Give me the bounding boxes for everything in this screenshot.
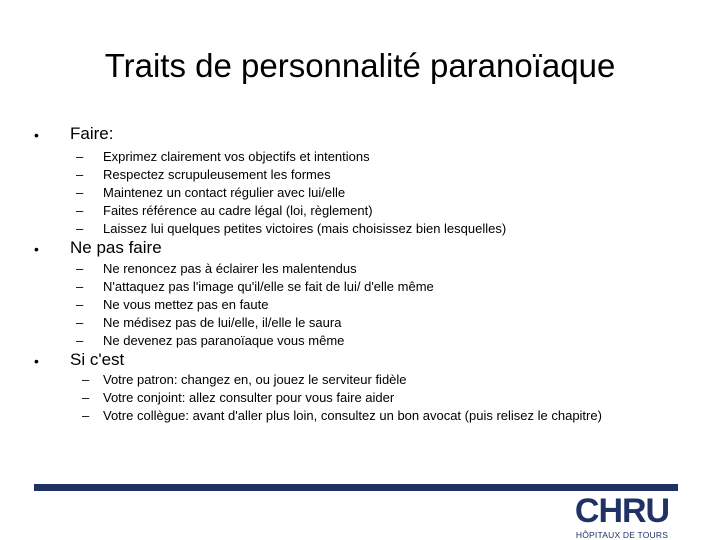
dash-marker: –	[76, 279, 84, 294]
list-item-text: Respectez scrupuleusement les formes	[103, 167, 331, 182]
dash-marker: –	[82, 390, 90, 405]
bullet-marker: •	[34, 127, 39, 143]
section-heading: Si c'est	[70, 350, 125, 369]
list-item-text: Ne médisez pas de lui/elle, il/elle le saura	[103, 315, 342, 330]
dash-marker: –	[82, 372, 90, 387]
section-heading: Faire:	[70, 124, 114, 143]
dash-marker: –	[76, 149, 84, 164]
dash-marker: –	[76, 261, 84, 276]
chru-logo	[567, 494, 677, 540]
list-item-text: Ne renoncez pas à éclairer les malentendus	[103, 261, 357, 276]
dash-marker: –	[76, 203, 84, 218]
dash-marker: –	[76, 185, 84, 200]
dash-marker: –	[82, 408, 90, 423]
slide-title: Traits de personnalité paranoïaque	[104, 47, 616, 84]
list-item-text: Ne vous mettez pas en faute	[103, 297, 269, 312]
section-heading: Ne pas faire	[70, 238, 162, 257]
list-item-text: Ne devenez pas paranoïaque vous même	[103, 333, 345, 348]
logo-wordmark: CHRU	[574, 492, 670, 530]
bullet-marker: •	[34, 353, 39, 369]
list-item-text: Laissez lui quelques petites victoires (mais choisissez bien lesquelles)	[103, 221, 507, 236]
list-item-text: Maintenez un contact régulier avec lui/elle	[103, 185, 346, 200]
dash-marker: –	[76, 297, 84, 312]
bullet-marker: •	[34, 241, 39, 257]
dash-marker: –	[76, 333, 84, 348]
list-item-text: Votre patron: changez en, ou jouez le serviteur fidèle	[103, 372, 407, 387]
list-item-text: Faites référence au cadre légal (loi, règlement)	[103, 203, 373, 218]
list-item-text: Votre conjoint: allez consulter pour vous faire aider	[103, 390, 395, 405]
dash-marker: –	[76, 167, 84, 182]
list-item-text: N'attaquez pas l'image qu'il/elle se fait de lui/ d'elle même	[103, 279, 434, 294]
list-item-text: Votre collègue: avant d'aller plus loin, consultez un bon avocat (puis relisez le chapitre)	[103, 408, 602, 423]
dash-marker: –	[76, 221, 84, 236]
footer-divider	[34, 484, 678, 491]
list-item-text: Exprimez clairement vos objectifs et intentions	[103, 149, 370, 164]
dash-marker: –	[76, 315, 84, 330]
logo-subtitle: HÔPITAUX DE TOURS	[575, 530, 669, 540]
